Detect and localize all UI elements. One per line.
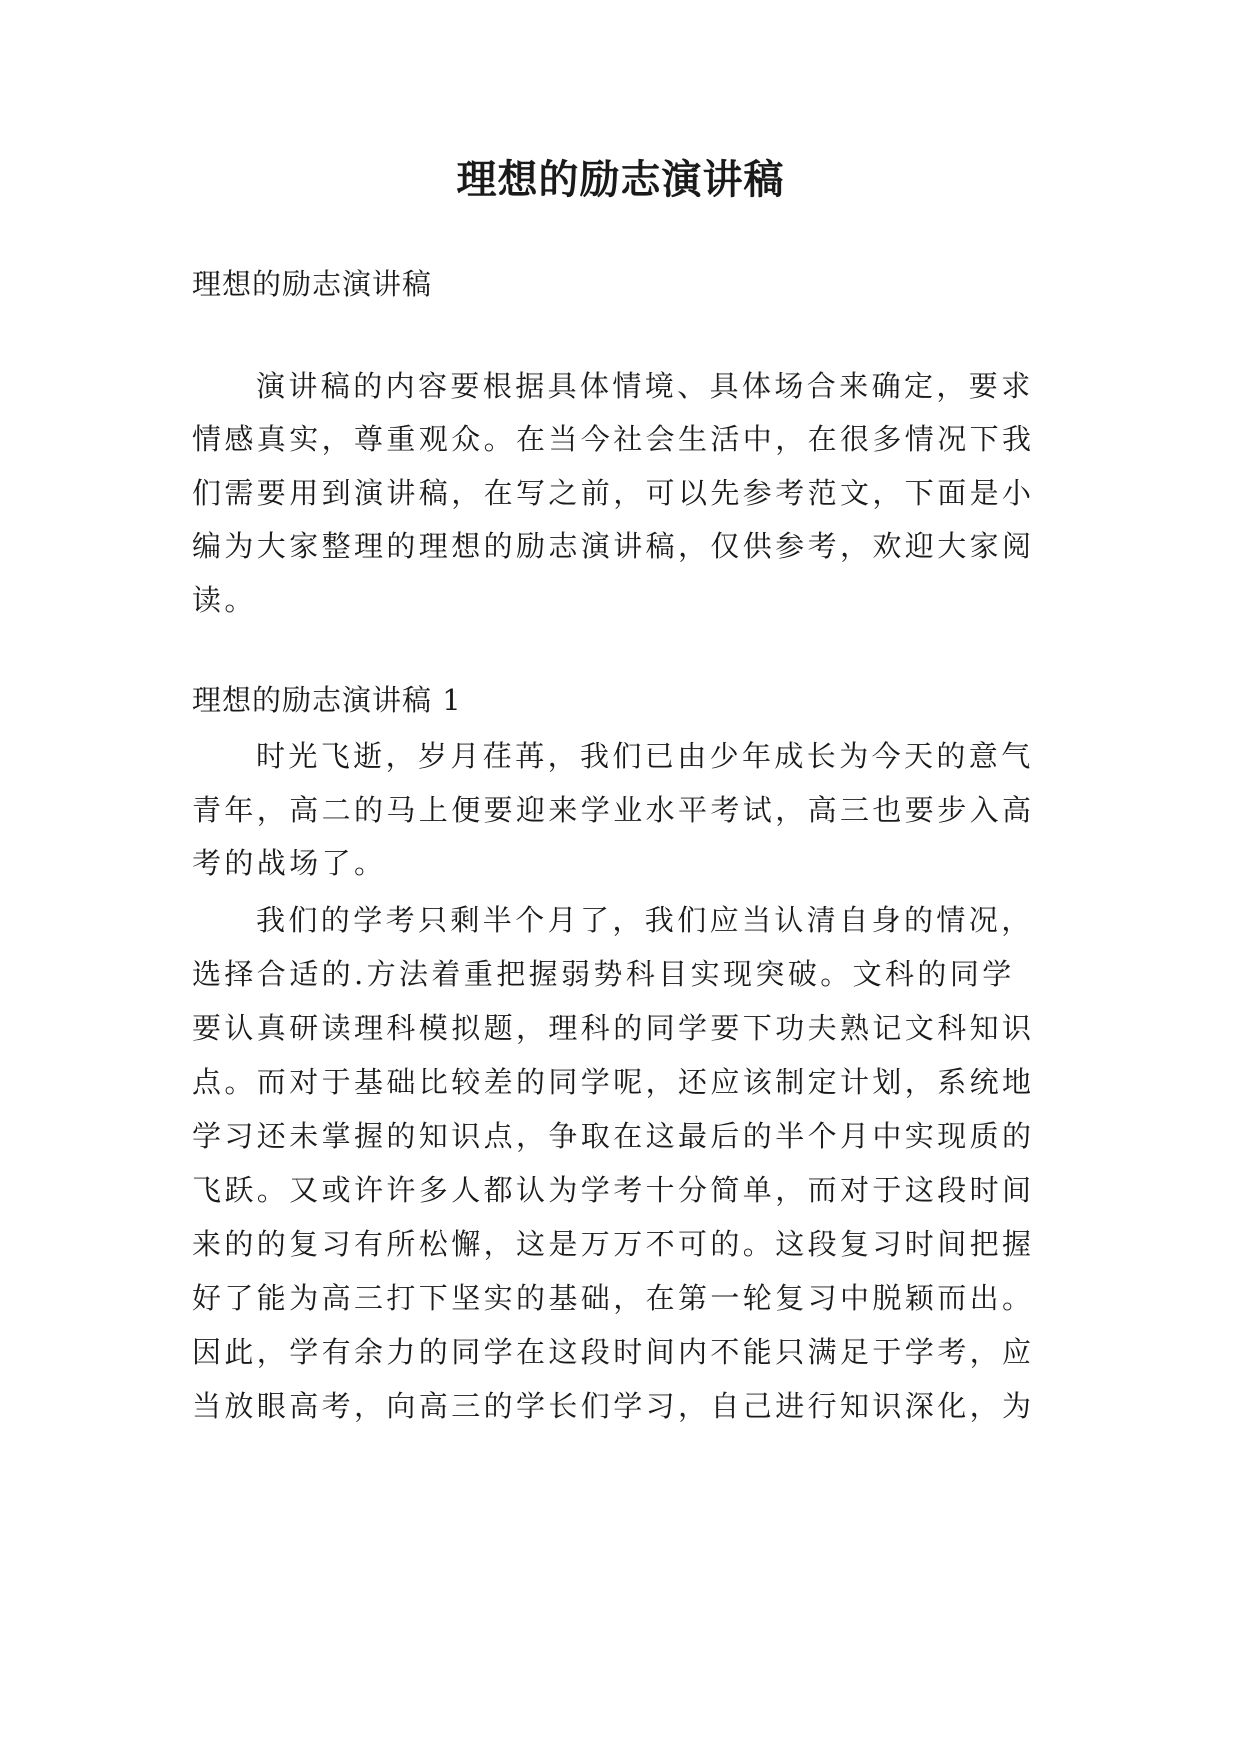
paragraph-line: 当放眼高考，向高三的学长们学习，自己进行知识深化，为 <box>192 1389 1035 1423</box>
paragraph-line: 点。而对于基础比较差的同学呢，还应该制定计划，系统地 <box>192 1065 1035 1099</box>
paragraph-line: 飞跃。又或许许多人都认为学考十分简单，而对于这段时间 <box>192 1173 1035 1207</box>
document-title: 理想的励志演讲稿 <box>456 156 785 203</box>
paragraph-line: 选择合适的.方法着重把握弱势科目实现突破。文科的同学 <box>192 957 1015 991</box>
intro-line: 演讲稿的内容要根据具体情境、具体场合来确定，要求 <box>256 369 1034 403</box>
paragraph-line: 要认真研读理科模拟题，理科的同学要下功夫熟记文科知识 <box>192 1011 1035 1045</box>
paragraph-line: 来的的复习有所松懈，这是万万不可的。这段复习时间把握 <box>192 1227 1035 1261</box>
paragraph-line: 因此，学有余力的同学在这段时间内不能只满足于学考，应 <box>192 1335 1035 1369</box>
intro-line: 读。 <box>192 583 257 617</box>
paragraph-line: 我们的学考只剩半个月了，我们应当认清自身的情况， <box>256 903 1034 937</box>
section-heading: 理想的励志演讲稿 1 <box>192 683 462 717</box>
intro-line: 们需要用到演讲稿，在写之前，可以先参考范文，下面是小 <box>192 476 1035 510</box>
paragraph-line: 时光飞逝，岁月荏苒，我们已由少年成长为今天的意气 <box>256 739 1034 773</box>
paragraph-line: 好了能为高三打下坚实的基础，在第一轮复习中脱颖而出。 <box>192 1281 1035 1315</box>
paragraph-line: 考的战场了。 <box>192 846 387 880</box>
paragraph-line: 学习还未掌握的知识点，争取在这最后的半个月中实现质的 <box>192 1119 1035 1153</box>
intro-line: 编为大家整理的理想的励志演讲稿，仅供参考，欢迎大家阅 <box>192 529 1035 563</box>
paragraph-line: 青年，高二的马上便要迎来学业水平考试，高三也要步入高 <box>192 793 1035 827</box>
intro-line: 情感真实，尊重观众。在当今社会生活中，在很多情况下我 <box>192 422 1035 456</box>
document-subtitle: 理想的励志演讲稿 <box>192 267 433 301</box>
